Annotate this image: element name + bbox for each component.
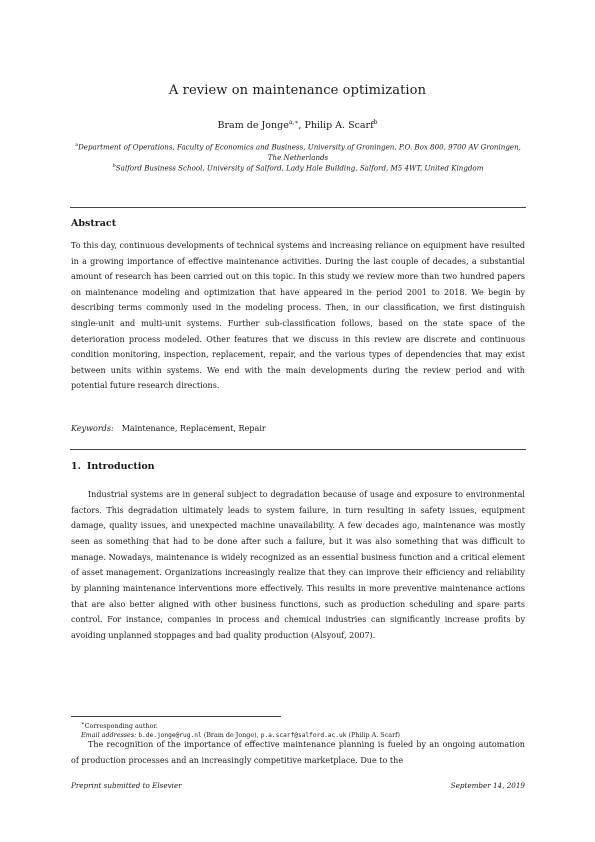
body-paragraph: The recognition of the importance of effective maintenance planning is fueled by an ongoing automation of production processes and an increasingly competitive marketplace. Due to the (71, 740, 525, 765)
author-line (0, 119, 595, 131)
footnote-text: Corresponding author. (84, 722, 158, 731)
email-link[interactable]: p.a.scarf@salford.ac.uk (260, 732, 347, 739)
author-name: Philip A. Scarf (304, 120, 374, 132)
footnote-mark: ∗ (81, 721, 85, 727)
body-paragraph: Industrial systems are in general subject to degradation because of usage and exposure to environmental factors. This degradation ultimately leads to system failure, in turn resulting in safety issues, equipment damage, quality issues, and unexpected machine unavailability. A few decades ago, maintenance was mostly seen as something that had to be done after such a failure, but it was also something that was difficult to manage. Nowadays, maintenance is widely recognized as an essential business function and a critical element of asset management. Organizations increasingly realize that they can improve their efficiency and reliability by planning maintenance interventions more effectively. This results in more preventive maintenance actions that are also better aligned with other business functions, such as production scheduling and spare parts control. For instance, companies in process and chemical industries can significantly increase profits by avoiding unplanned stoppages and bad quality production (Alsyouf, 2007). (71, 490, 525, 640)
affiliation-mark: a (75, 142, 79, 148)
affiliation-text: Department of Operations, Faculty of Economics and Business, University of Groningen, P.O. Box 800, 9700 AV Groningen, The Netherlands (78, 142, 521, 162)
author-marks: a,∗ (288, 119, 299, 126)
keywords-list: Maintenance, Replacement, Repair (121, 424, 266, 433)
footer-date: September 14, 2019 (450, 781, 525, 790)
affiliation (70, 140, 526, 163)
section-heading (71, 461, 155, 472)
email-label: Email addresses: (81, 731, 137, 739)
author-name: Bram de Jonge (217, 120, 289, 132)
paper-title: A review on maintenance optimization (168, 83, 427, 98)
section-number: 1. (71, 461, 81, 472)
keywords-label: Keywords: (71, 424, 114, 433)
affiliation-text: Salford Business School, University of Salford, Lady Hale Building, Salford, M5 4WT, United Kingdom (115, 163, 484, 173)
abstract-bottom-rule (70, 449, 526, 450)
author-separator: , (298, 120, 305, 132)
affiliation (70, 161, 526, 174)
section-title: Introduction (86, 461, 155, 472)
author-marks: b (373, 119, 378, 126)
email-owner: (Philip A. Scarf) (348, 731, 400, 739)
affiliation-mark: b (112, 163, 116, 169)
abstract-text: To this day, continuous developments of technical systems and increasing reliance on equipment have resulted in a growing importance of effective maintenance activities. During the last couple of decades, a substantial amount of research has been carried out on this topic. In this study we review more than two hundred papers on maintenance modeling and optimization that have appeared in the period 2001 to 2018. We begin by describing terms commonly used in the modeling process. Then, in our classification, we first distinguish single-unit and multi-unit systems. Further sub-classification follows, based on the state space of the deterioration process modeled. Other features that we discuss in this review are discrete and continuous condition monitoring, inspection, replacement, repair, and the various types of dependencies that may exist between units within systems. We end with the main developments during the review period and with potential future research directions. (71, 241, 525, 391)
email-owner: (Bram de Jonge), (203, 731, 259, 739)
keywords (71, 424, 266, 433)
footer-preprint-note: Preprint submitted to Elsevier (71, 781, 182, 790)
footnote-rule (71, 716, 281, 717)
abstract-heading: Abstract (71, 218, 117, 229)
email-link[interactable]: b.de.jonge@rug.nl (138, 732, 202, 739)
abstract-top-rule (70, 207, 526, 208)
